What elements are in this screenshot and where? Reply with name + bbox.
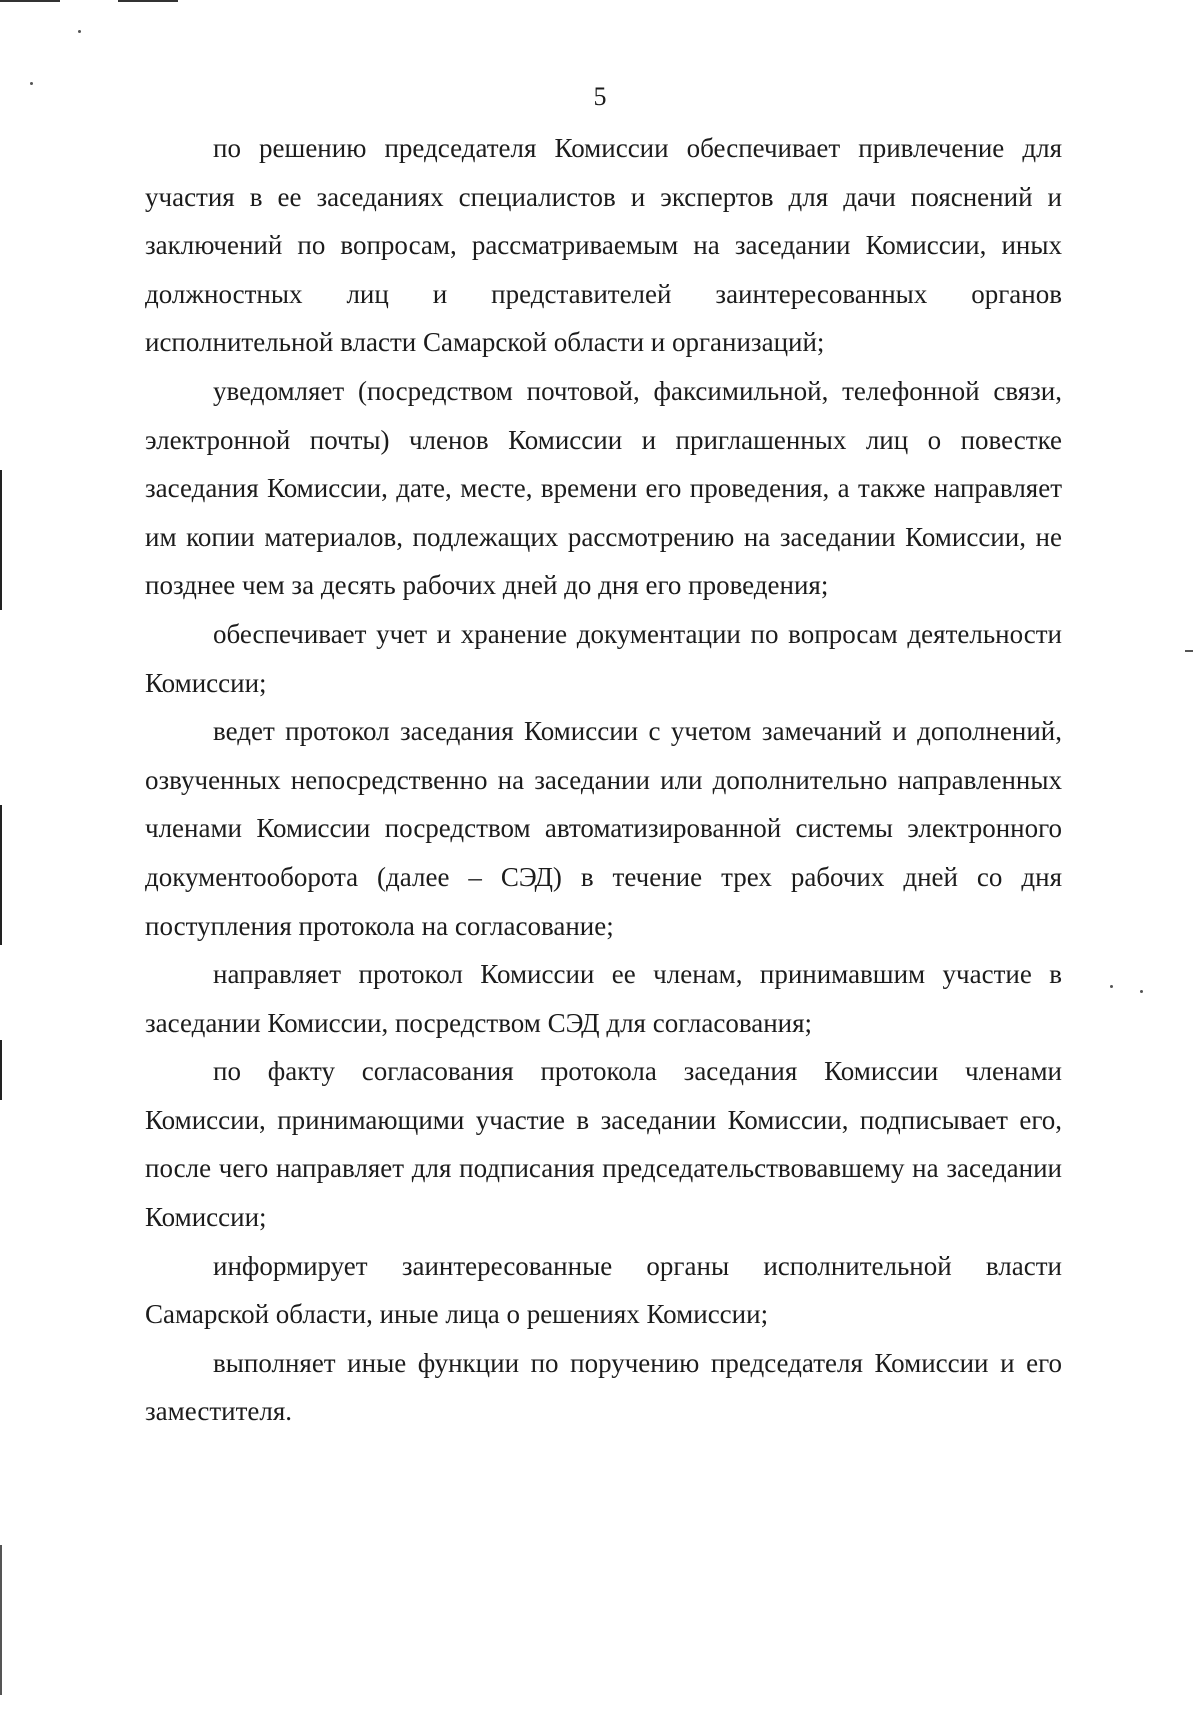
paragraph: ведет протокол заседания Комиссии с учетом замечаний и дополнений, озвученных непосредственно на заседании или дополнительно направленных членами Комиссии посредством автоматизированной системы электронного документооборота (далее – СЭД) в течение трех рабочих дней со дня поступления протокола на согласование; [145, 716, 1062, 941]
scan-speck [1140, 990, 1143, 993]
scan-edge-mark [0, 1545, 2, 1695]
paragraph: по факту согласования протокола заседания Комиссии членами Комиссии, принимающими участие в заседании Комиссии, подписывает его, после чего направляет для подписания председательствовавшему на заседании Комиссии; [145, 1056, 1062, 1233]
scan-speck [1110, 985, 1113, 988]
paragraph: обеспечивает учет и хранение документации по вопросам деятельности Комиссии; [145, 618, 1062, 698]
page-number: 5 [593, 82, 607, 111]
scan-edge-mark [0, 470, 2, 610]
paragraph: уведомляет (посредством почтовой, факсимильной, телефонной связи, электронной почты) членов Комиссии и приглашенных лиц о повестке заседания Комиссии, дате, месте, времени его проведения, а также направляет им копии материалов, подлежащих рассмотрению на заседании Комиссии, не позднее чем за десять рабочих дней до дня его проведения; [145, 375, 1062, 601]
scan-edge-mark [0, 805, 2, 945]
paragraph: по решению председателя Комиссии обеспечивает привлечение для участия в ее заседаниях специалистов и экспертов для дачи пояснений и заключений по вопросам, рассматриваемым на заседании Комиссии, иных должностных лиц и представителей заинтересованных органов исполнительной власти Самарской области и организаций; [145, 133, 1062, 358]
document-body [145, 124, 1062, 1436]
scan-speck [1185, 650, 1193, 652]
scan-edge-mark [0, 1040, 2, 1100]
paragraph: выполняет иные функции по поручению председателя Комиссии и его заместителя. [145, 1347, 1062, 1427]
scan-edge-mark [118, 0, 178, 2]
paragraph: направляет протокол Комиссии ее членам, принимавшим участие в заседании Комиссии, посредством СЭД для согласования; [145, 959, 1062, 1038]
scan-speck [78, 30, 81, 33]
scan-edge-mark [0, 0, 60, 2]
paragraph: информирует заинтересованные органы исполнительной власти Самарской области, иные лица о решениях Комиссии; [145, 1250, 1062, 1330]
